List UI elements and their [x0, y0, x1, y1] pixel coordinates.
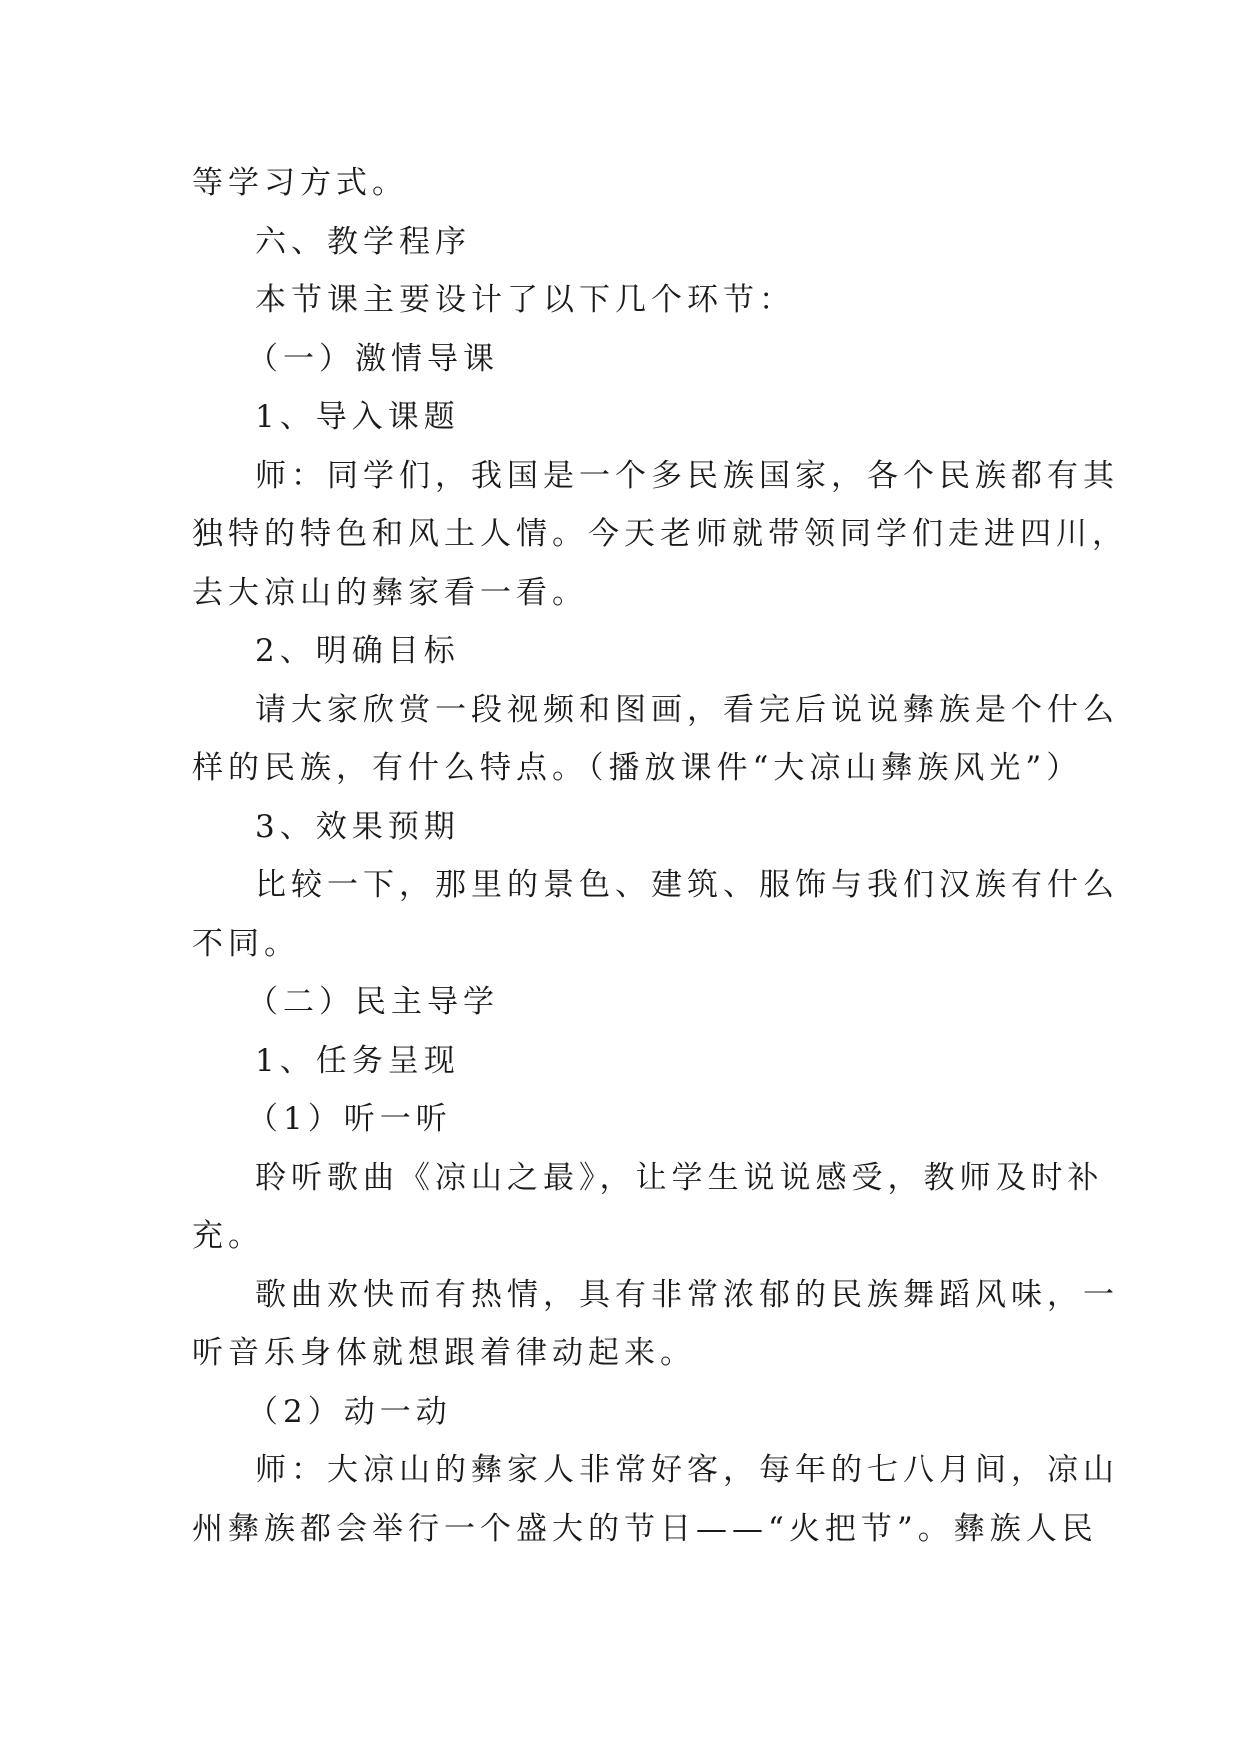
paragraph-line: 请大家欣赏一段视频和图画，看完后说说彝族是个什么: [255, 691, 1119, 728]
item-heading: 2、明确目标: [255, 633, 460, 669]
paragraph-line: 听音乐身体就想跟着律动起来。: [192, 1335, 696, 1371]
paragraph-line: 充。: [192, 1218, 264, 1254]
paragraph-line: 不同。: [192, 925, 300, 962]
item-heading: 1、任务呈现: [255, 1042, 460, 1079]
paragraph-line: 本节课主要设计了以下几个环节：: [255, 282, 795, 318]
paragraph-line: 独特的特色和风土人情。今天老师就带领同学们走进四川，: [192, 516, 1128, 552]
paragraph-line: 师：大凉山的彝家人非常好客，每年的七八月间，凉山: [255, 1452, 1119, 1488]
paragraph-line: 比较一下，那里的景色、建筑、服饰与我们汉族有什么: [255, 867, 1119, 903]
paragraph-line: 去大凉山的彝家看一看。: [192, 574, 588, 611]
paragraph-line: 聆听歌曲《凉山之最》，让学生说说感受，教师及时补: [255, 1159, 1104, 1196]
paragraph-line: 等学习方式。: [192, 165, 408, 201]
section-heading: 六、教学程序: [255, 223, 471, 260]
document-body: [192, 154, 1128, 1558]
subsection-heading: （一）激情导课: [247, 340, 499, 377]
sub-item-heading: （2）动一动: [247, 1393, 452, 1430]
paragraph-line: 州彝族都会举行一个盛大的节日——“火把节”。彝族人民: [192, 1510, 1098, 1547]
subsection-heading: （二）民主导学: [247, 984, 499, 1020]
item-heading: 3、效果预期: [255, 808, 460, 845]
item-heading: 1、导入课题: [255, 399, 460, 435]
paragraph-line: 歌曲欢快而有热情，具有非常浓郁的民族舞蹈风味，一: [255, 1276, 1119, 1313]
sub-item-heading: （1）听一听: [247, 1101, 452, 1137]
paragraph-line: 样的民族，有什么特点。（播放课件“大凉山彝族风光”）: [192, 750, 1083, 786]
paragraph-line: 师：同学们，我国是一个多民族国家，各个民族都有其: [255, 457, 1119, 494]
